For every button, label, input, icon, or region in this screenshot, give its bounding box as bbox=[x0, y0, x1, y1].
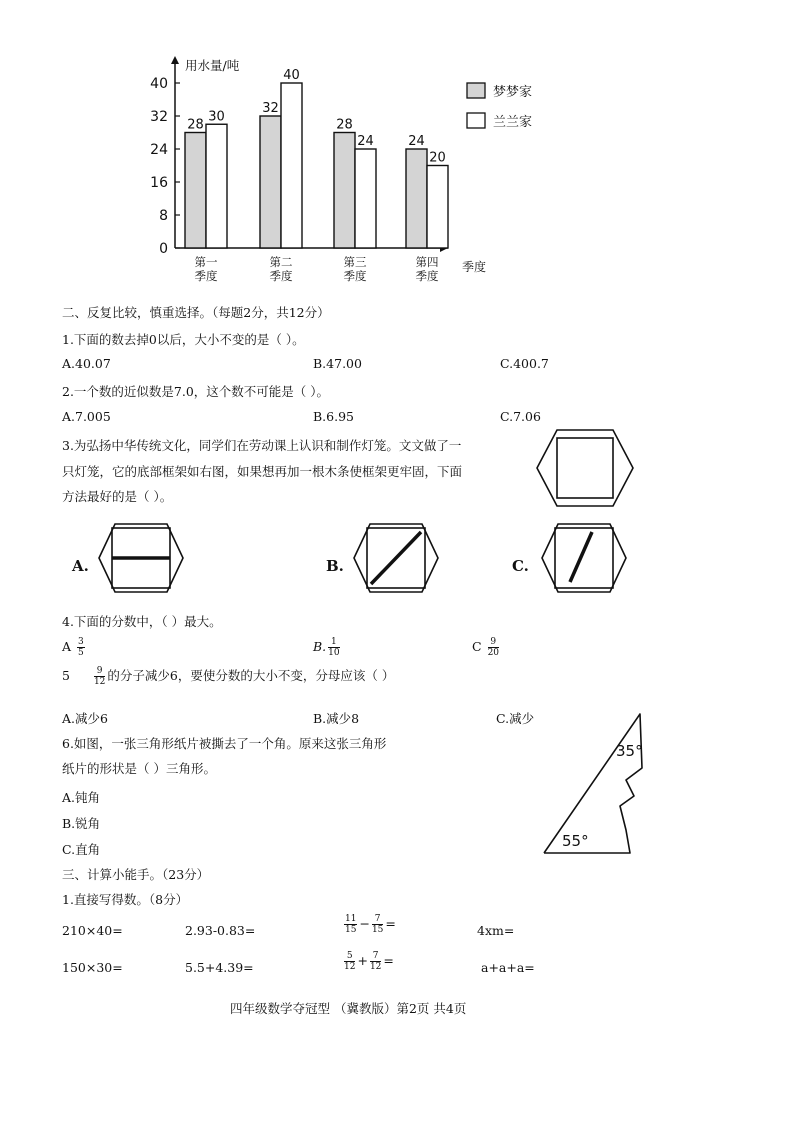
q4-option-a: A $\frac{3}{5}$ bbox=[62, 637, 84, 658]
q3-line2: 只灯笼，它的底部框架如右图，如果想再加一根木条使框架更牢固，下面 bbox=[62, 464, 463, 479]
q5-stem: 5 $\frac{9}{12}$ 的分子减少6，要使分数的大小不变，分母应该（ ） bbox=[62, 666, 395, 687]
calc-r2-c1: 150×30= bbox=[62, 960, 123, 975]
q6-option-c: C.直角 bbox=[62, 842, 101, 857]
y-axis-arrow bbox=[171, 56, 179, 64]
q1-option-c: C.400.7 bbox=[500, 356, 549, 371]
q5-option-a: A.减少6 bbox=[62, 711, 108, 726]
q3-line3: 方法最好的是（ ）。 bbox=[62, 489, 173, 504]
x-category-label-line2: 季度 bbox=[343, 269, 367, 283]
section3-title: 三、计算小能手。（23分） bbox=[62, 867, 210, 882]
bar bbox=[281, 83, 302, 248]
x-category-label-line2: 季度 bbox=[269, 269, 293, 283]
torn-triangle-figure bbox=[540, 710, 650, 858]
section2-title: 二、反复比较，慎重选择。（每题2分，共12分） bbox=[62, 305, 330, 320]
q6-line1: 6.如图，一张三角形纸片被撕去了一个角。原来这张三角形 bbox=[62, 736, 387, 751]
q3-option-a-figure bbox=[97, 520, 185, 596]
legend-swatch bbox=[467, 83, 485, 98]
q3-option-b-figure bbox=[352, 520, 440, 596]
bar-value-label: 24 bbox=[357, 134, 374, 149]
q6-line2: 纸片的形状是（ ）三角形。 bbox=[62, 761, 216, 776]
x-category-label-line1: 第四 bbox=[415, 255, 439, 269]
q3-line1: 3.为弘扬中华传统文化，同学们在劳动课上认识和制作灯笼。文文做了一 bbox=[62, 438, 462, 453]
angle-bottom-label: 55° bbox=[562, 832, 589, 850]
q4-option-b: B. $\frac{1}{10}$ bbox=[313, 637, 340, 658]
bar bbox=[355, 149, 376, 248]
page-footer: 四年级数学夺冠型 （冀教版）第2页 共4页 bbox=[230, 1001, 467, 1016]
legend-label: 兰兰家 bbox=[493, 115, 533, 130]
calc-r2-c3: $\frac{5}{12}$ + $\frac{7}{12}$ = bbox=[344, 951, 394, 972]
bar-value-label: 20 bbox=[429, 150, 446, 166]
calc-r1-c1: 210×40= bbox=[62, 923, 123, 938]
bar-value-label: 40 bbox=[283, 68, 300, 83]
q2-stem: 2.一个数的近似数是7.0，这个数不可能是（ ）。 bbox=[62, 384, 330, 399]
q4-option-c: C $\frac{9}{20}$ bbox=[472, 637, 500, 658]
q4-stem: 4.下面的分数中，（ ）最大。 bbox=[62, 614, 222, 629]
bar-value-label: 28 bbox=[336, 117, 353, 133]
angle-top-label: 35° bbox=[616, 742, 643, 760]
legend-swatch bbox=[467, 113, 485, 128]
q1-option-b: B.47.00 bbox=[313, 356, 362, 371]
q1-stem: 1.下面的数去掉0以后，大小不变的是（ ）。 bbox=[62, 332, 305, 347]
x-category-label-line1: 第二 bbox=[269, 255, 293, 269]
bar bbox=[260, 116, 281, 248]
q4-fraction-c: $\frac{9}{20}$ bbox=[487, 637, 500, 658]
y-tick-label: 16 bbox=[150, 175, 168, 191]
q5-option-c: C.减少 bbox=[496, 711, 535, 726]
y-tick-label: 40 bbox=[150, 76, 168, 92]
q3-option-a-label: A. bbox=[72, 557, 89, 575]
q2-option-a: A.7.005 bbox=[62, 409, 111, 424]
calc-r2-c4: a+a+a= bbox=[481, 960, 535, 975]
bar-value-label: 24 bbox=[408, 134, 425, 149]
y-tick-label: 8 bbox=[159, 208, 168, 224]
q5-option-b: B.减少8 bbox=[313, 711, 360, 726]
section3-sub1: 1.直接写得数。（8分） bbox=[62, 892, 189, 907]
y-tick-label: 0 bbox=[159, 241, 168, 257]
q3-option-c-figure bbox=[540, 520, 628, 596]
q2-option-c: C.7.06 bbox=[500, 409, 541, 424]
x-category-label-line2: 季度 bbox=[194, 269, 218, 283]
q3-option-b-label: B. bbox=[326, 557, 344, 575]
legend-label: 梦梦家 bbox=[493, 85, 533, 100]
bar bbox=[334, 133, 355, 249]
bar bbox=[206, 124, 227, 248]
bar bbox=[427, 166, 448, 249]
q6-option-a: A.钝角 bbox=[62, 790, 101, 805]
calc-r1-c4: 4xm= bbox=[477, 923, 515, 938]
bar-value-label: 32 bbox=[262, 101, 279, 116]
bar bbox=[185, 133, 206, 249]
q4-fraction-b: $\frac{1}{10}$ bbox=[328, 637, 340, 658]
bar bbox=[406, 149, 427, 248]
q1-option-a: A.40.07 bbox=[62, 356, 111, 371]
x-axis-label: 季度 bbox=[462, 260, 487, 274]
calc-r1-c2: 2.93-0.83= bbox=[185, 923, 256, 938]
y-tick-label: 32 bbox=[150, 109, 168, 125]
q3-option-c-label: C. bbox=[512, 557, 529, 575]
calc-r2-c2: 5.5+4.39= bbox=[185, 960, 254, 975]
q5-fraction: $\frac{9}{12}$ bbox=[93, 666, 106, 687]
lantern-frame-figure bbox=[535, 427, 635, 509]
q2-option-b: B.6.95 bbox=[313, 409, 354, 424]
q4-fraction-a: $\frac{3}{5}$ bbox=[78, 637, 84, 658]
x-category-label-line2: 季度 bbox=[415, 269, 439, 283]
x-category-label-line1: 第三 bbox=[343, 255, 367, 269]
y-axis-label: 用水量/吨 bbox=[185, 58, 240, 73]
water-usage-bar-chart bbox=[140, 50, 560, 290]
q6-option-b: B.锐角 bbox=[62, 816, 101, 831]
y-tick-label: 24 bbox=[150, 142, 168, 158]
calc-r1-c3: $\frac{11}{15}$ − $\frac{7}{15}$ = bbox=[345, 914, 396, 935]
bar-value-label: 28 bbox=[187, 117, 204, 133]
x-category-label-line1: 第一 bbox=[194, 255, 218, 269]
bar-value-label: 30 bbox=[208, 109, 225, 125]
